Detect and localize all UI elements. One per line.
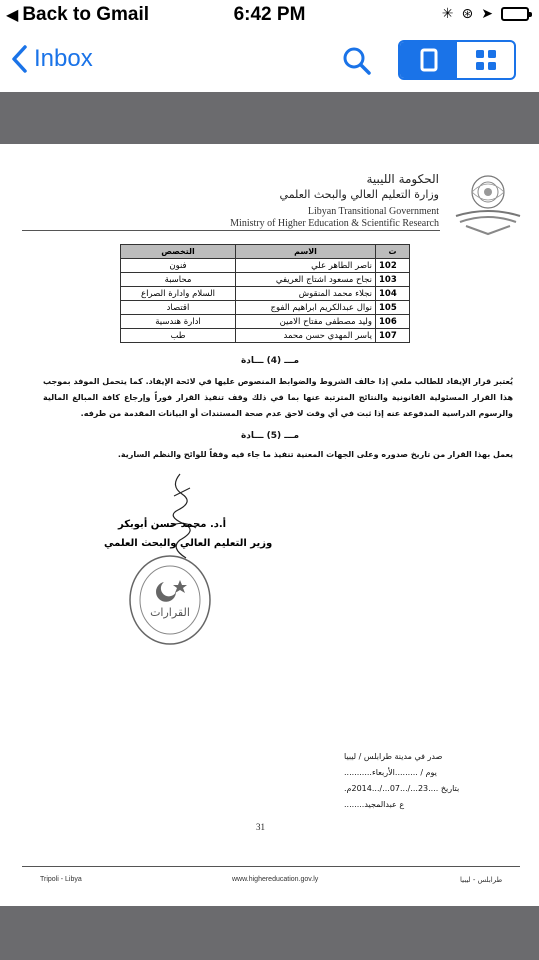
signer-title: وزير التعليم العالي والبحث العلمي xyxy=(104,538,273,549)
column-header-specialty: التخصص xyxy=(121,245,236,259)
column-header-name: الاسم xyxy=(236,245,376,259)
grid-icon xyxy=(475,49,497,71)
issue-date: بتاريخ ....23.../...07.../...2014م. xyxy=(344,784,460,793)
inbox-back-button[interactable] xyxy=(10,44,93,74)
chevron-left-icon xyxy=(10,44,28,74)
cell-name: وليد مصطفى مفتاح الامين xyxy=(236,315,376,329)
signer-name: أ.د. محمد حسن أبوبكر xyxy=(118,519,227,530)
column-header-number: ت xyxy=(376,245,410,259)
cell-number: 105 xyxy=(376,301,410,315)
page-number: 31 xyxy=(256,822,265,832)
cell-name: ناصر الطاهر علي xyxy=(236,259,376,273)
official-stamp-icon xyxy=(128,554,212,646)
cell-number: 103 xyxy=(376,273,410,287)
issue-day: يوم / .........الأربعاء........... xyxy=(344,768,437,777)
ministry-name-english: Ministry of Higher Education & Scientific Research xyxy=(230,218,439,229)
navigation-bar xyxy=(0,30,539,92)
cell-specialty: اقتصاد xyxy=(121,301,236,315)
table-row xyxy=(121,259,410,273)
cell-number: 104 xyxy=(376,287,410,301)
single-page-icon xyxy=(420,48,438,72)
document-page[interactable] xyxy=(0,144,539,906)
battery-icon xyxy=(501,7,529,21)
footer-city-english: Tripoli - Libya xyxy=(40,876,82,883)
table-row xyxy=(121,301,410,315)
header-divider xyxy=(22,230,440,231)
cell-specialty: السلام وادارة الصراع xyxy=(121,287,236,301)
inbox-label: Inbox xyxy=(34,45,93,72)
table-row xyxy=(121,273,410,287)
table-row xyxy=(121,315,410,329)
search-icon xyxy=(342,46,372,76)
status-bar xyxy=(0,0,539,30)
cell-name: نجلاء محمد المنقوش xyxy=(236,287,376,301)
cell-specialty: محاسبة xyxy=(121,273,236,287)
government-name-arabic: الحكومة الليبية xyxy=(366,172,439,186)
view-mode-toggle xyxy=(398,40,516,80)
back-to-gmail-label: Back to Gmail xyxy=(22,4,150,25)
cell-number: 106 xyxy=(376,315,410,329)
cell-specialty: طب xyxy=(121,329,236,343)
viewer-background-bottom xyxy=(0,906,539,960)
article-5-text: يعمل بهذا القرار من تاريخ صدوره وعلى الجهات المعنية تنفيذ ما جاء فيه وفقاً للوائح والنظم السارية. xyxy=(117,450,513,459)
footer-website: www.highereducation.gov.ly xyxy=(232,876,319,883)
cell-specialty: ادارة هندسية xyxy=(121,315,236,329)
status-icons xyxy=(442,5,529,22)
search-button[interactable] xyxy=(342,46,372,76)
table-header-row xyxy=(121,245,410,259)
single-page-view-button[interactable] xyxy=(400,42,457,78)
ministry-logo-icon xyxy=(452,168,524,238)
issue-hijri: ع عبدالمجيد........ xyxy=(344,800,405,809)
article-4-heading: مـــ (4) ـــادة xyxy=(240,356,300,366)
cell-name: نوال عبدالكريم ابراهيم الفوج xyxy=(236,301,376,315)
ministry-name-arabic: وزارة التعليم العالي والبحث العلمي xyxy=(279,188,439,201)
cell-number: 102 xyxy=(376,259,410,273)
cell-number: 107 xyxy=(376,329,410,343)
table-row xyxy=(121,287,410,301)
grid-view-button[interactable] xyxy=(457,42,514,78)
article-5-heading: مـــ (5) ـــادة xyxy=(240,431,300,441)
cell-specialty: فنون xyxy=(121,259,236,273)
loading-spinner-icon: ✳ xyxy=(441,5,454,21)
article-4-text: يُعتبر قرار الإيفاد للطالب ملغي إذا خالف الشروط والضوابط المنصوص عليها في لائحة الإيفاد. كما يتحمل الموفد بموجب هذا القرار المسئولية القانونية والنتائج المترتبة عنها بما في ذلك وقف تنفيذ القرار فوراً وإرجاع كافة المبالغ المالية والرسوم الدراسية المدفوعة عنه إذا ثبت في أي وقت لاحق عدم صحة المستندات أو البيانات المقدمة من طرفه. xyxy=(43,377,513,418)
footer-city-arabic: طرابلس - ليبيا xyxy=(460,876,503,884)
cell-name: ياسر المهدي حسن محمد xyxy=(236,329,376,343)
footer-divider xyxy=(22,866,520,867)
students-table xyxy=(120,244,410,343)
orientation-lock-icon: ⊛ xyxy=(461,5,474,21)
back-triangle-icon: ◀ xyxy=(6,7,19,24)
government-name-english: Libyan Transitional Government xyxy=(307,206,439,217)
stamp-text: القرارات xyxy=(150,606,190,619)
table-row xyxy=(121,329,410,343)
viewer-background-top xyxy=(0,92,539,144)
clock: 6:42 PM xyxy=(233,4,306,25)
issue-place: صدر في مدينة طرابلس / ليبيا xyxy=(344,752,443,761)
cell-name: نجاح مسعود اشتاج العريفي xyxy=(236,273,376,287)
location-arrow-icon: ➤ xyxy=(481,5,493,21)
